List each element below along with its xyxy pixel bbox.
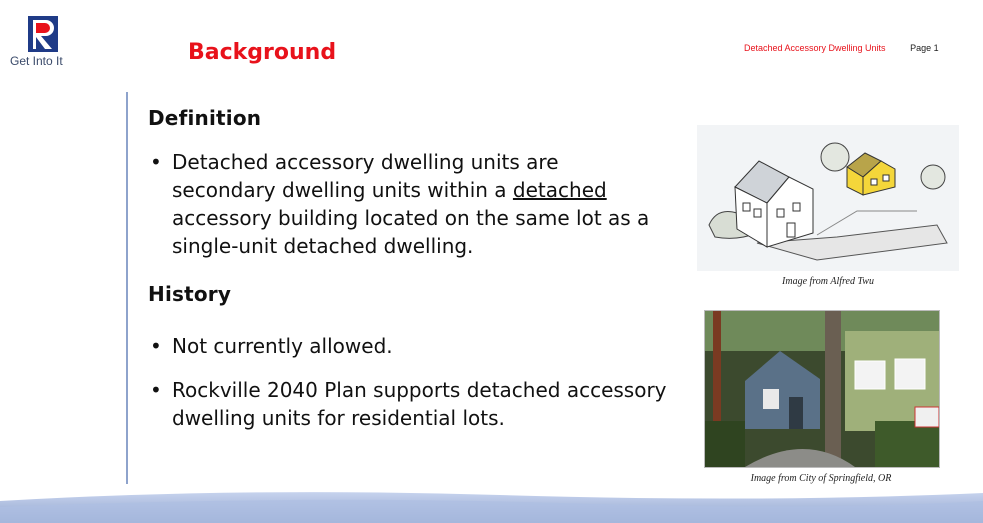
logo-tagline: Get Into It [10,54,63,68]
page-title: Background [188,40,337,65]
definition-underlined-word: detached [512,178,607,202]
page-number: Page 1 [910,43,939,53]
rockville-logo[interactable] [10,16,76,68]
history-bullet-1: • Not currently allowed. [148,332,668,360]
definition-text-end: accessory building located on the same lot as a single-unit detached dwelling. [172,206,650,258]
definition-bullet [148,148,668,260]
header-meta [744,43,939,53]
footer-wave [0,483,983,523]
adu-sketch-image [697,125,959,271]
image-caption-2: Image from City of Springfield, OR [750,473,892,484]
adu-photo-image [704,310,940,468]
definition-text-start: Detached accessory dwelling units are secondary dwelling units within a [172,150,559,202]
slide-content [148,106,668,432]
vertical-divider [126,92,128,484]
definition-heading: Definition [148,106,262,130]
document-title: Detached Accessory Dwelling Units [744,43,886,53]
history-heading: History [148,282,232,306]
r-logo-icon [28,16,58,52]
image-caption-1: Image from Alfred Twu [782,276,874,287]
history-bullet-2: • Rockville 2040 Plan supports detached accessory dwelling units for residential lots. [148,376,668,432]
